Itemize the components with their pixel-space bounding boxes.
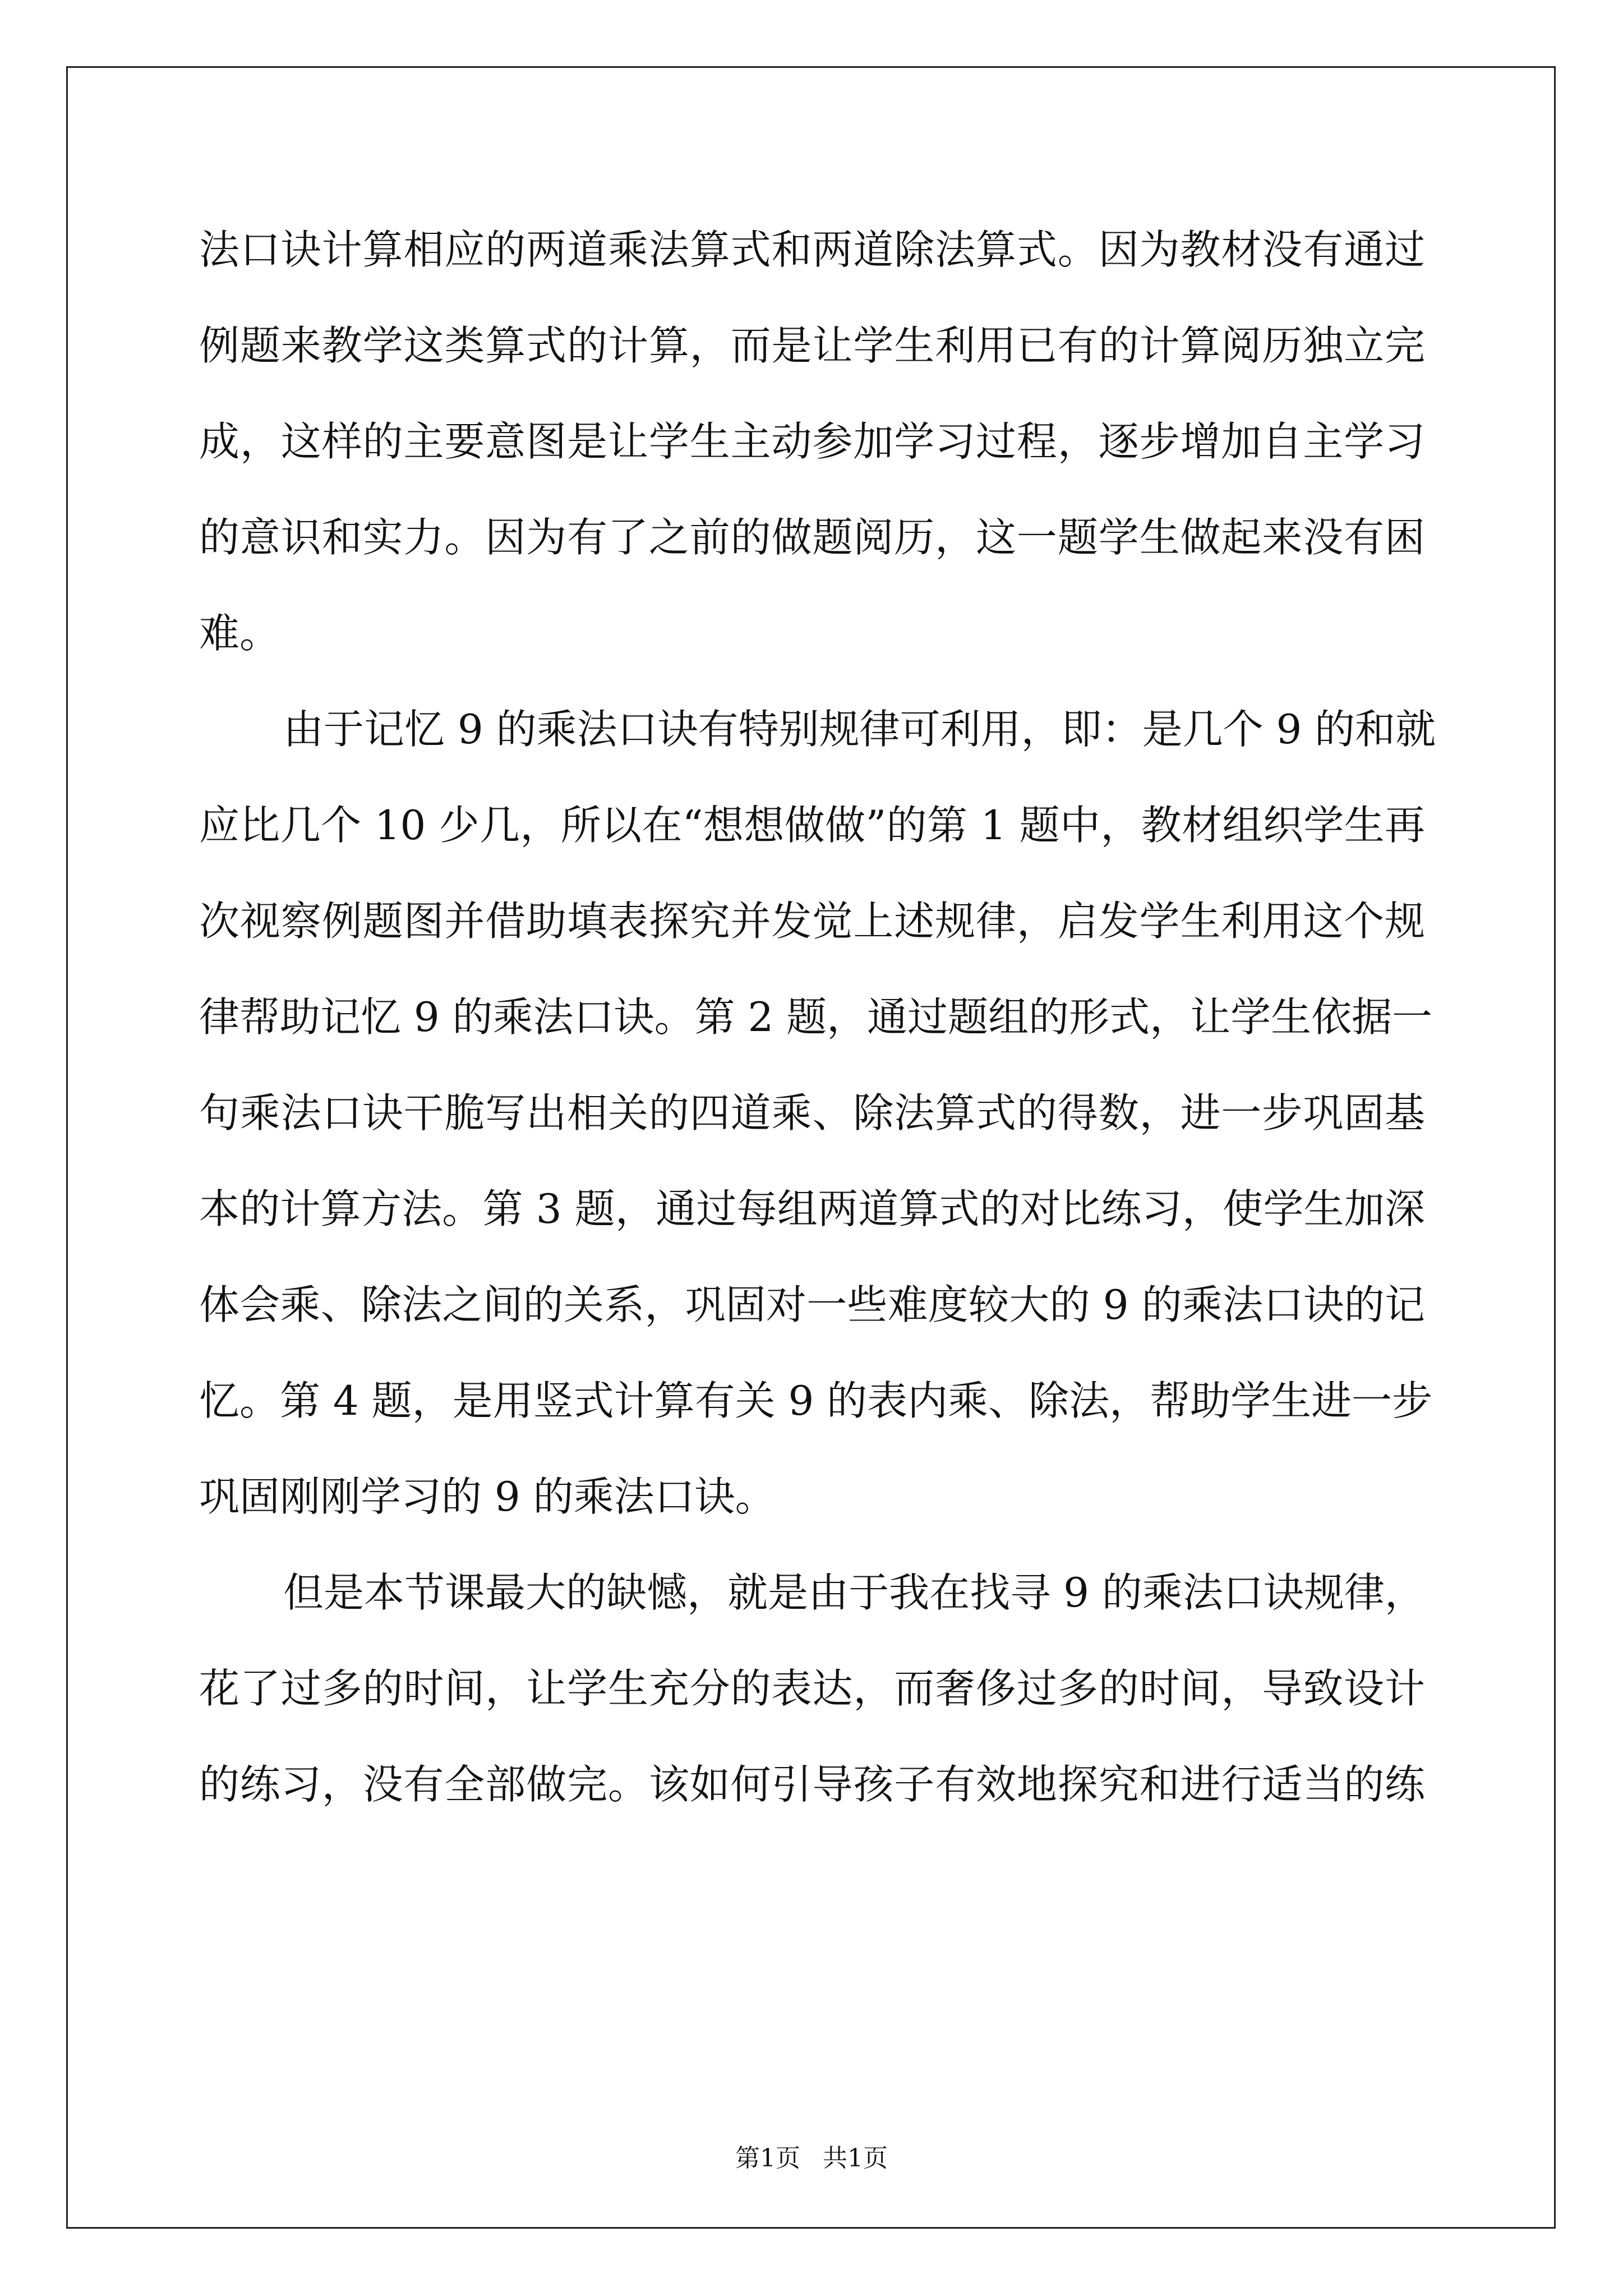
paragraph-first-line: 由于记忆 9 的乘法口诀有特别规律可利用，即：是几个 9 的和就 — [283, 706, 1436, 753]
page-total: 共1页 — [823, 2144, 888, 2173]
text-line: 体会乘、除法之间的关系，巩固对一些难度较大的 9 的乘法口诀的记 — [199, 1281, 1425, 1328]
text-line: 法口诀计算相应的两道乘法算式和两道除法算式。因为教材没有通过 — [199, 226, 1425, 273]
text-line: 忆。第 4 题，是用竖式计算有关 9 的表内乘、除法，帮助学生进一步 — [199, 1377, 1433, 1424]
paragraph-first-line: 但是本节课最大的缺憾，就是由于我在找寻 9 的乘法口诀规律， — [283, 1569, 1425, 1616]
text-line: 的意识和实力。因为有了之前的做题阅历，这一题学生做起来没有困 — [199, 514, 1425, 561]
text-line: 难。 — [199, 610, 280, 657]
text-line: 律帮助记忆 9 的乘法口诀。第 2 题，通过题组的形式，让学生依据一 — [199, 993, 1433, 1041]
page-number: 第1页 — [735, 2144, 800, 2173]
text-line: 花了过多的时间，让学生充分的表达，而奢侈过多的时间，导致设计 — [199, 1665, 1425, 1712]
text-line: 应比几个 10 少几，所以在“想想做做”的第 1 题中，教材组织学生再 — [199, 802, 1425, 849]
text-line: 本的计算方法。第 3 题，通过每组两道算式的对比练习，使学生加深 — [199, 1185, 1425, 1232]
text-line: 次视察例题图并借助填表探究并发觉上述规律，启发学生利用这个规 — [199, 898, 1425, 945]
text-line: 例题来教学这类算式的计算，而是让学生利用已有的计算阅历独立完 — [199, 322, 1425, 369]
document-body — [199, 202, 1436, 1833]
text-line: 句乘法口诀干脆写出相关的四道乘、除法算式的得数，进一步巩固基 — [199, 1089, 1425, 1137]
page-footer — [0, 2142, 1623, 2175]
text-line: 巩固刚刚学习的 9 的乘法口诀。 — [199, 1473, 776, 1520]
text-line: 成，这样的主要意图是让学生主动参加学习过程，逐步增加自主学习 — [199, 418, 1425, 465]
text-line: 的练习，没有全部做完。该如何引导孩子有效地探究和进行适当的练 — [199, 1761, 1425, 1808]
